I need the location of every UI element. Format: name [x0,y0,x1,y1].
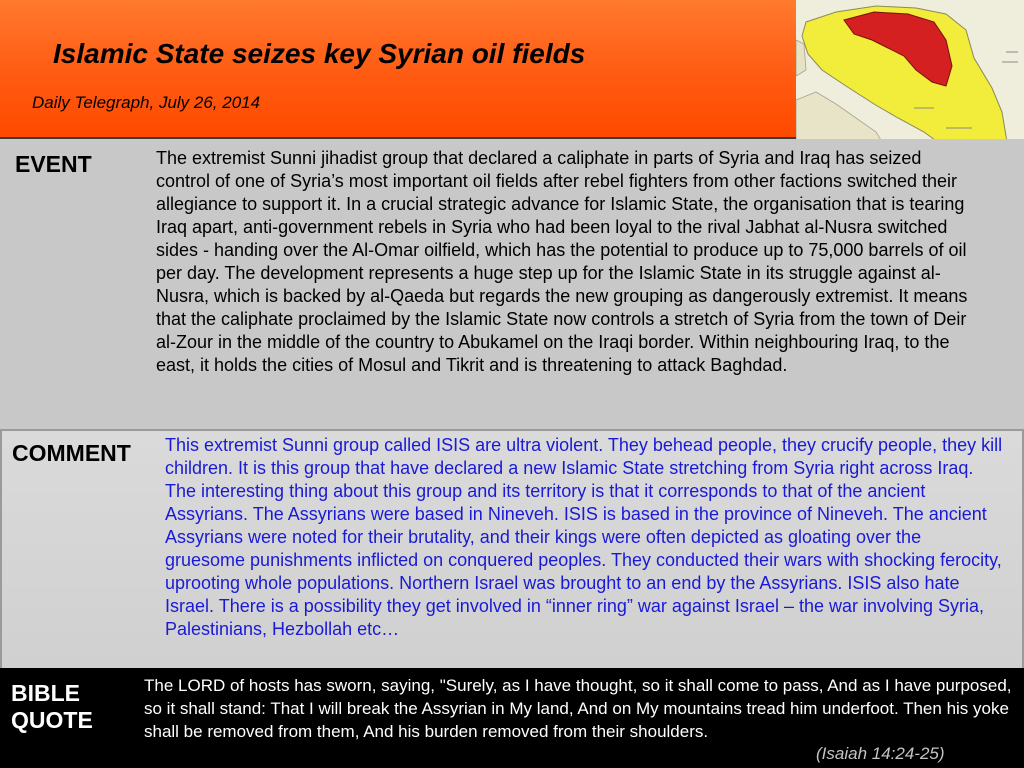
bible-quote-text: The LORD of hosts has sworn, saying, "Surely, as I have thought, so it shall come to pass, And as I have purposed, so it shall stand: That I will break the Assyrian in My land, And on My mountains tread him underfoot. Then his yoke shall be removed from them, And his burden removed from their shoulders. [144,676,1012,741]
event-text: The extremist Sunni jihadist group that declared a caliphate in parts of Syria and Iraq has seized control of one of Syria’s most important oil fields after rebel fighters from other factions switched their allegiance to support it. In a crucial strategic advance for Islamic State, the organisation that is tearing Iraq apart, anti-government rebels in Syria who had been loyal to the rival Jabhat al-Nusra switched sides - handing over the Al-Omar oilfield, which has the potential to produce up to 75,000 barrels of oil per day. The development represents a huge step up for the Islamic State in its struggle against al-Nusra, which is backed by al-Qaeda but regards the new grouping as dangerously extremist. It means that the caliphate proclaimed by the Islamic State now controls a stretch of Syria from the town of Deir al-Zour in the middle of the country to Abukamel on the Iraqi border. Within neighbouring Iraq, to the east, it holds the cities of Mosul and Tikrit and is threatening to attack Baghdad. [156,148,968,375]
source-citation: Daily Telegraph, July 26, 2014 [32,93,261,112]
event-label: EVENT [15,151,92,177]
bible-quote-section [0,668,1024,768]
bible-reference: (Isaiah 14:24-25) [816,744,945,763]
bible-label-line1: BIBLE [11,680,80,706]
event-section [0,139,1024,429]
bible-quote-label [11,680,131,734]
bible-label-line2: QUOTE [11,707,93,733]
comment-text: This extremist Sunni group called ISIS are ultra violent. They behead people, they crucify people, they kill children. It is this group that have declared a new Islamic State stretching from Syria right across Iraq. The interesting thing about this group and its territory is that it corresponds to that of the ancient Assyrians. The Assyrians were based in Nineveh. ISIS is based in the province of Nineveh. The ancient Assyrians were noted for their brutality, and their kings were often depicted as gloating over the gruesome punishments inflicted on conquered peoples. They conducted their wars with shocking ferocity, uprooting whole populations. Northern Israel was brought to an end by the Assyrians. ISIS also hate Israel. There is a possibility they get involved in “inner ring” war against Israel – the war involving Syria, Palestinians, Hezbollah etc… [165,435,1003,639]
page-title: Islamic State seizes key Syrian oil fields [53,38,586,69]
territory-map-image [796,0,1024,148]
territory-map-graphic [796,0,1024,148]
comment-label: COMMENT [12,440,131,466]
comment-section [0,429,1024,668]
